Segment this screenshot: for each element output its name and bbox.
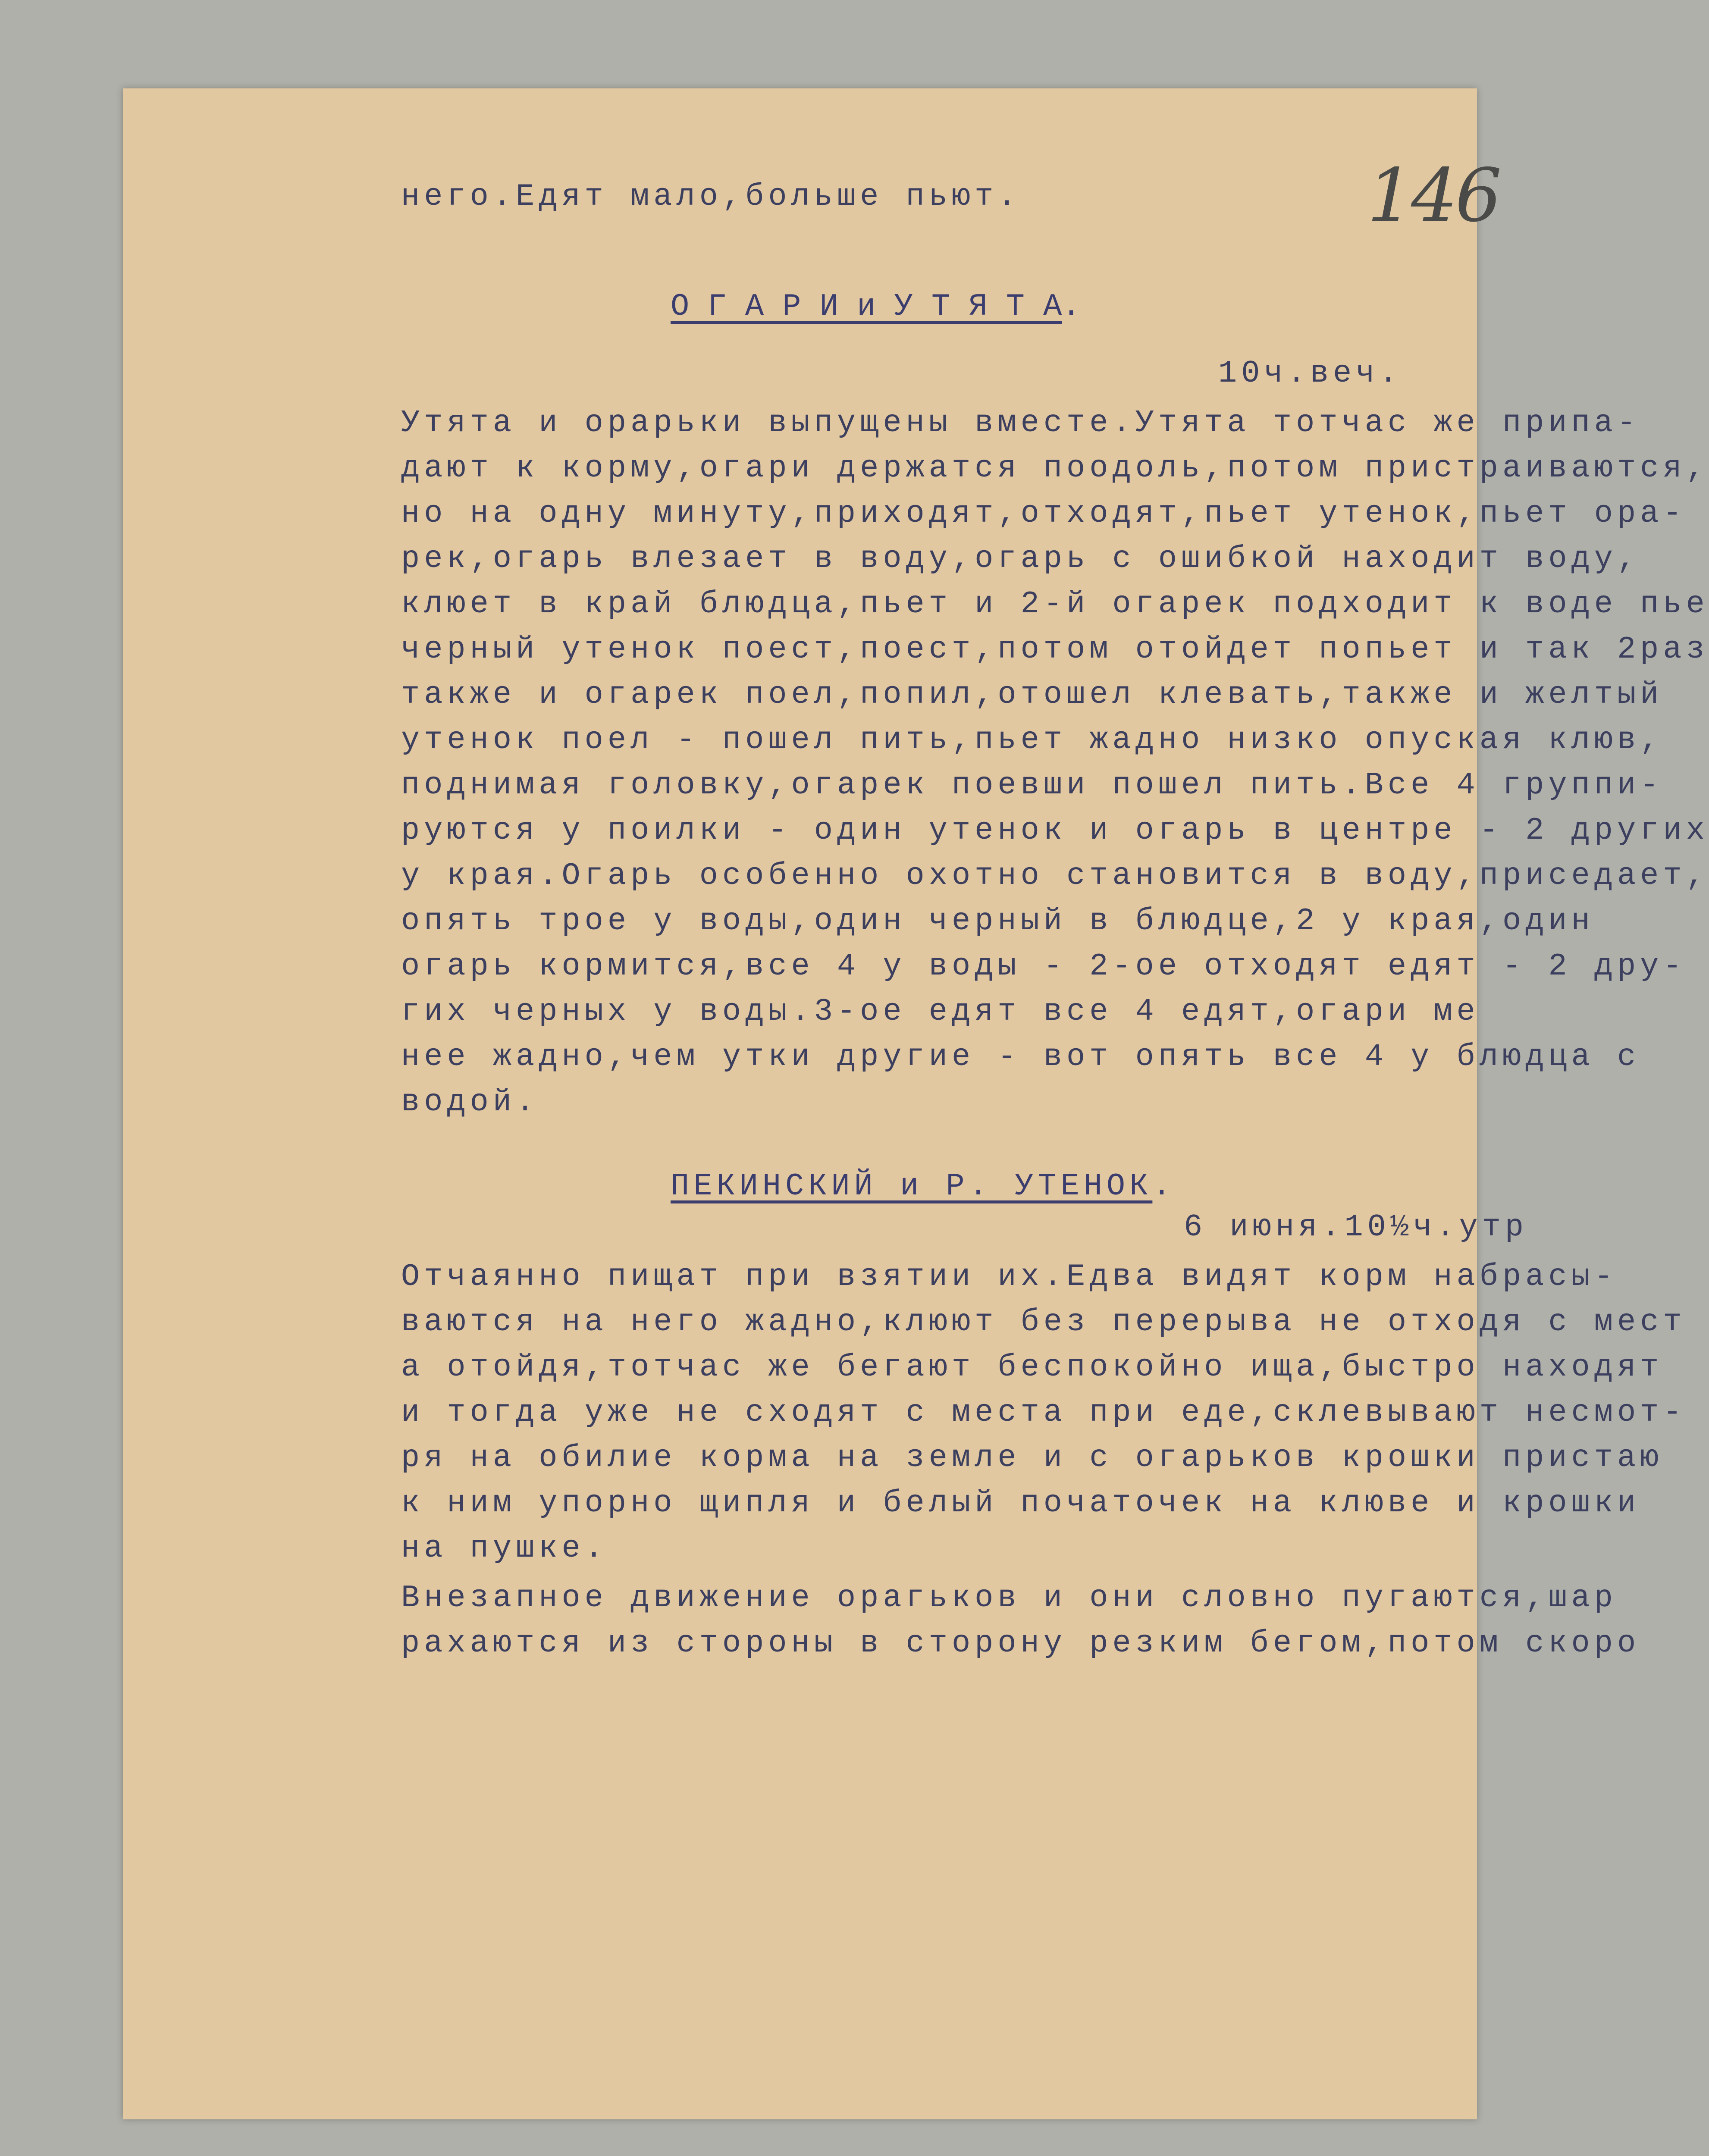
section-1-line: поднимая головку,огарек поевши пошел пить.Все 4 группи- (401, 768, 1663, 803)
section-1-line: у края.Огарь особенно охотно становится в воду,приседает, (401, 858, 1709, 893)
section-1-line: рек,огарь влезает в воду,огарь с ошибкой находит воду, (401, 541, 1640, 577)
section-2-line: ваются на него жадно,клюют без перерыва не отходя с мест (401, 1304, 1686, 1340)
section-2-line: ря на обилие корма на земле и с огарьков крошки пристаю (401, 1440, 1663, 1476)
section-1-line: опять трое у воды,один черный в блюдце,2 у края,один (401, 903, 1594, 939)
section-2-line: и тогда уже не сходят с места при еде,склевывают несмот- (401, 1395, 1686, 1430)
section-1-line: но на одну минуту,приходят,отходят,пьет утенок,пьет ора- (401, 496, 1686, 531)
section-2-title (671, 1169, 1176, 1204)
section-1-line: гих черных у воды.3-ое едят все 4 едят,огари ме (401, 994, 1480, 1029)
section-2-line: а отойдя,тотчас же бегают беспокойно ища,быстро находят (401, 1350, 1663, 1385)
section-1-line: огарь кормится,все 4 у воды - 2-ое отходят едят - 2 дру- (401, 949, 1686, 984)
section-1-line: Утята и орарьки выпущены вместе.Утята тотчас же припа- (401, 405, 1640, 441)
section-1-line: нее жадно,чем утки другие - вот опять все 4 у блюдца с (401, 1039, 1640, 1075)
section-1-line: клюет в край блюдца,пьет и 2-й огарек подходит к воде пье (401, 586, 1709, 622)
section-1-line: руются у поилки - один утенок и огарь в центре - 2 других (401, 813, 1709, 848)
section-1-time: 10ч.веч. (1218, 356, 1402, 391)
folio-number: 146 (1367, 153, 1499, 238)
section-1-line: водой. (401, 1084, 539, 1120)
section-2-line: рахаются из стороны в сторону резким бегом,потом скоро (401, 1626, 1640, 1661)
section-1-line: черный утенок поест,поест,потом отойдет попьет и так 2раз (401, 632, 1709, 667)
section-2-line: на пушке. (401, 1531, 608, 1566)
section-2-line: Внезапное движение орагьков и они словно пугаются,шар (401, 1580, 1617, 1616)
typewritten-page (123, 88, 1709, 2119)
section-2-time: 6 июня.10½ч.утр (1184, 1210, 1528, 1245)
section-1-line: дают к корму,огари держатся поодоль,потом пристраиваются, (401, 451, 1709, 486)
opening-line: него.Едят мало,больше пьют. (401, 179, 1021, 214)
section-1-title (671, 289, 1081, 324)
section-2-line: Отчаянно пищат при взятии их.Едва видят корм набрасы- (401, 1259, 1617, 1294)
section-1-title-end: . (1062, 289, 1081, 324)
section-2-title-end: . (1152, 1169, 1176, 1204)
section-2-line: к ним упорно щипля и белый початочек на клюве и крошки (401, 1485, 1640, 1521)
section-1-line: утенок поел - пошел пить,пьет жадно низко опуская клюв, (401, 722, 1663, 758)
section-1-line: также и огарек поел,попил,отошел клевать,также и желтый (401, 677, 1663, 712)
section-1-title-text: О Г А Р И и У Т Я Т А (671, 289, 1062, 324)
section-2-title-text: ПЕКИНСКИЙ и Р. УТЕНОК (671, 1169, 1153, 1204)
